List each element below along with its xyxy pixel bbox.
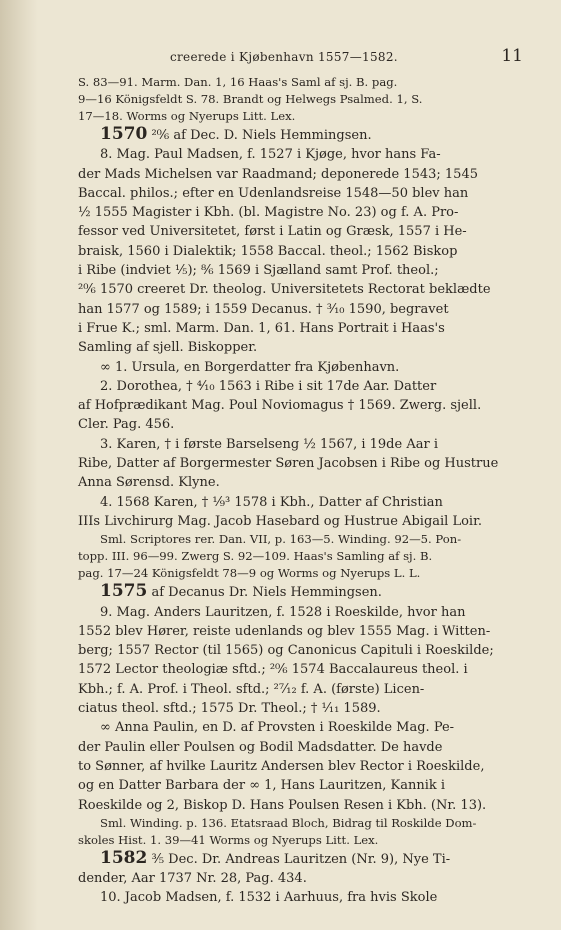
text-line <box>78 512 531 531</box>
line-text: der Paulin eller Poulsen og Bodil Madsdatter. De havde <box>78 739 443 755</box>
line-text: ²⁰⁄₆ af Dec. D. Niels Hemmingsen. <box>147 128 372 143</box>
line-text: Anna Sørensd. Klyne. <box>78 475 220 491</box>
line-text: 9—16 Königsfeldt S. 78. Brandt og Helwegs Psalmed. 1, S. <box>78 92 423 106</box>
entry-year: 1582 <box>100 847 148 868</box>
line-text: 4. 1568 Karen, † ¹⁄₉³ 1578 i Kbh., Datter af Christian <box>100 494 443 510</box>
text-line <box>78 888 531 907</box>
line-text: ½ 1555 Magister i Kbh. (bl. Magistre No. 23) og f. A. Pro- <box>78 205 459 221</box>
entry-heading-line <box>78 582 531 602</box>
line-text: der Mads Michelsen var Raadmand; deponerede 1543; 1545 <box>78 166 478 182</box>
text-line <box>78 641 531 660</box>
line-text: 1552 blev Hører, reiste udenlands og blev 1555 Mag. i Witten- <box>78 623 491 639</box>
line-text: af Decanus Dr. Niels Hemmingsen. <box>147 585 382 601</box>
text-line <box>78 280 531 299</box>
text-line <box>78 757 531 776</box>
text-line <box>78 531 531 548</box>
line-text: i Ribe (indviet ¹⁄₅); ⁸⁄₆ 1569 i Sjælland samt Prof. theol.; <box>78 263 439 279</box>
line-text: to Sønner, af hvilke Lauritz Andersen blev Rector i Roeskilde, <box>78 758 485 774</box>
line-text: skoles Hist. 1. 39—41 Worms og Nyerups Litt. Lex. <box>78 832 379 847</box>
text-line <box>78 108 531 125</box>
text-line <box>78 415 531 434</box>
text-line <box>78 300 531 319</box>
line-text: i Frue K.; sml. Marm. Dan. 1, 61. Hans Portrait i Haas's <box>78 320 445 336</box>
line-text: ³⁄₅ Dec. Dr. Andreas Lauritzen (Nr. 9), Nye Ti- <box>147 851 451 867</box>
line-text: Cler. Pag. 456. <box>78 417 175 433</box>
page-number: 11 <box>501 46 523 66</box>
text-line <box>78 548 531 565</box>
text-line <box>78 660 531 679</box>
line-text: berg; 1557 Rector (til 1565) og Canonicus Capituli i Roeskilde; <box>78 643 494 659</box>
text-line <box>78 261 531 280</box>
line-text: 10. Jacob Madsen, f. 1532 i Aarhuus, fra hvis Skole <box>100 890 438 906</box>
line-text: 2. Dorothea, † ⁴⁄₁₀ 1563 i Ribe i sit 17de Aar. Datter <box>100 378 437 394</box>
line-text: Sml. Winding. p. 136. Etatsraad Bloch, Bidrag til Roskilde Dom- <box>100 815 477 830</box>
line-text: Samling af sjell. Biskopper. <box>78 340 258 356</box>
text-line <box>78 203 531 222</box>
text-line <box>78 796 531 815</box>
line-text: ²⁰⁄₆ 1570 creeret Dr. theolog. Universitetets Rectorat beklædte <box>78 282 491 298</box>
entry-year: 1570 <box>100 124 148 144</box>
line-text: ∞ Anna Paulin, en D. af Provsten i Roeskilde Mag. Pe- <box>100 720 455 736</box>
line-text: 9. Mag. Anders Lauritzen, f. 1528 i Roeskilde, hvor han <box>100 604 466 620</box>
text-line <box>78 493 531 512</box>
line-text: topp. III. 96—99. Zwerg S. 92—109. Haas's Samling af sj. B. <box>78 549 433 564</box>
line-text: af Hofprædikant Mag. Poul Noviomagus † 1569. Zwerg. sjell. <box>78 398 482 414</box>
text-line <box>78 603 531 622</box>
line-text: Baccal. philos.; efter en Udenlandsreise 1548—50 blev han <box>78 185 469 201</box>
text-line <box>78 622 531 641</box>
line-text: ciatus theol. sftd.; 1575 Dr. Theol.; † ¹⁄₁₁ 1589. <box>78 701 381 717</box>
text-line <box>78 435 531 454</box>
text-line <box>78 184 531 203</box>
text-line <box>78 699 531 718</box>
line-text: ∞ 1. Ursula, en Borgerdatter fra Kjøbenhavn. <box>100 359 400 375</box>
text-line <box>78 738 531 757</box>
line-text: 8. Mag. Paul Madsen, f. 1527 i Kjøge, hvor hans Fa- <box>100 147 441 163</box>
line-text: dender, Aar 1737 Nr. 28, Pag. 434. <box>78 871 307 887</box>
text-line <box>78 565 531 582</box>
page-body <box>78 74 531 908</box>
text-line <box>78 454 531 473</box>
page-gutter <box>0 0 38 930</box>
text-line <box>78 145 531 164</box>
line-text: han 1577 og 1589; i 1559 Decanus. † ³⁄₁₀ 1590, begravet <box>78 301 449 317</box>
text-line <box>78 319 531 338</box>
line-text: 17—18. Worms og Nyerups Litt. Lex. <box>78 109 296 123</box>
text-line <box>78 242 531 261</box>
entry-year: 1575 <box>100 581 148 602</box>
text-line <box>78 869 531 888</box>
line-text: Ribe, Datter af Borgermester Søren Jacobsen i Ribe og Hustrue <box>78 456 499 472</box>
line-text: Roeskilde og 2, Biskop D. Hans Poulsen Resen i Kbh. (Nr. 13). <box>78 797 487 813</box>
text-line <box>78 74 531 91</box>
text-line <box>78 377 531 396</box>
text-line <box>78 473 531 492</box>
text-line <box>78 815 531 832</box>
text-line <box>78 718 531 737</box>
line-text: pag. 17—24 Königsfeldt 78—9 og Worms og Nyerups L. L. <box>78 566 421 581</box>
entry-heading-line <box>78 125 531 145</box>
text-line <box>78 358 531 377</box>
text-line <box>78 338 531 357</box>
page-header <box>78 44 531 74</box>
line-text: IIIs Livchirurg Mag. Jacob Hasebard og Hustrue Abigail Loir. <box>78 513 482 529</box>
line-text: fessor ved Universitetet, først i Latin og Græsk, 1557 i He- <box>78 224 467 240</box>
line-text: Kbh.; f. A. Prof. i Theol. sftd.; ²⁷⁄₁₂ f. A. (første) Licen- <box>78 681 425 697</box>
line-text: 3. Karen, † i første Barselseng ½ 1567, i 19de Aar i <box>100 436 438 452</box>
text-line <box>78 396 531 415</box>
line-text: Sml. Scriptores rer. Dan. VII, p. 163—5. Winding. 92—5. Pon- <box>100 532 462 547</box>
line-text: braisk, 1560 i Dialektik; 1558 Baccal. theol.; 1562 Biskop <box>78 243 458 259</box>
text-line <box>78 222 531 241</box>
line-text: S. 83—91. Marm. Dan. 1, 16 Haas's Saml af sj. B. pag. <box>78 75 398 89</box>
text-line <box>78 165 531 184</box>
text-line <box>78 91 531 108</box>
text-line <box>78 680 531 699</box>
line-text: 1572 Lector theologiæ sftd.; ²⁰⁄₆ 1574 Baccalaureus theol. i <box>78 662 468 678</box>
running-head: creerede i Kjøbenhavn 1557—1582. <box>170 50 398 64</box>
text-line <box>78 776 531 795</box>
entry-heading-line <box>78 849 531 869</box>
text-line <box>78 832 531 849</box>
line-text: og en Datter Barbara der ∞ 1, Hans Lauritzen, Kannik i <box>78 778 446 794</box>
